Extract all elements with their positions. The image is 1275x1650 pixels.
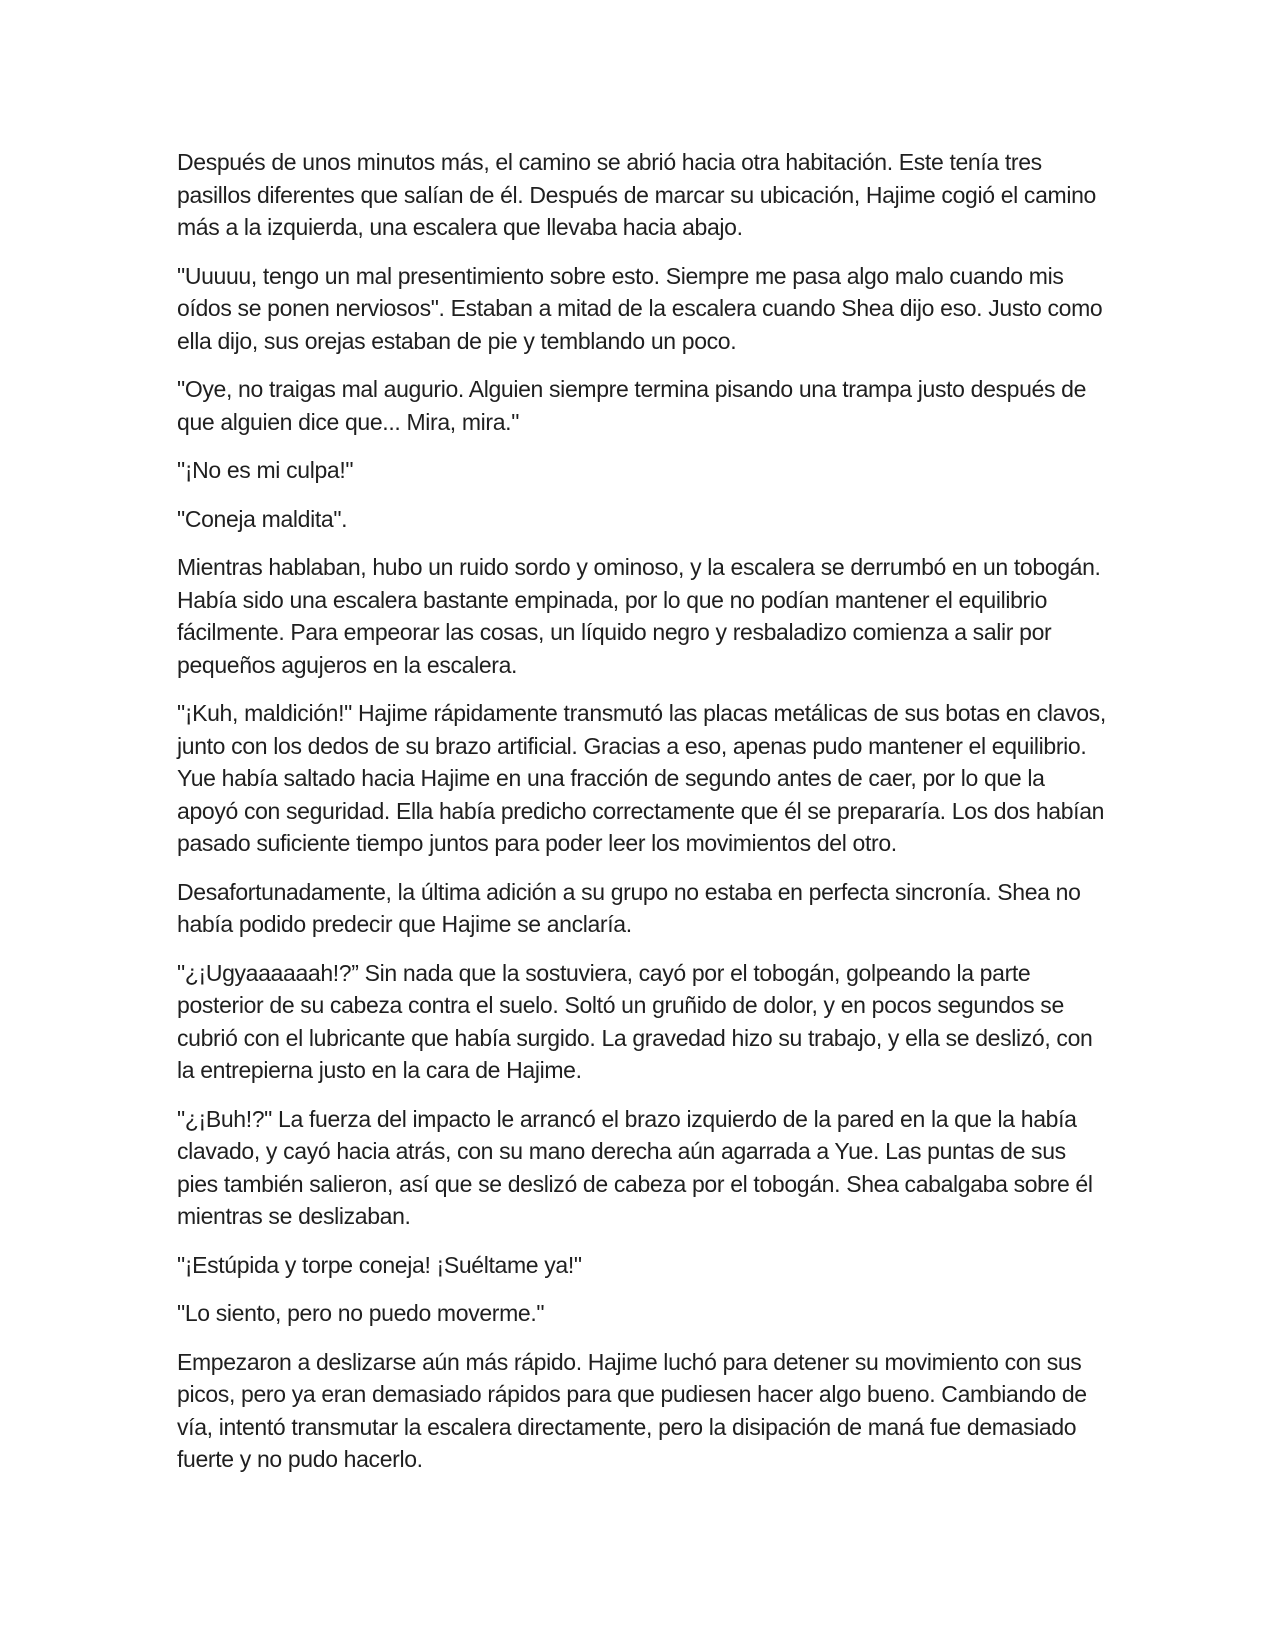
paragraph: "¿¡Buh!?" La fuerza del impacto le arrancó el brazo izquierdo de la pared en la que la había clavado, y cayó hacia atrás, con su mano derecha aún agarrada a Yue. Las puntas de sus pies también salieron, así que se deslizó de cabeza por el tobogán. Shea cabalgaba sobre él mientras se deslizaban. bbox=[177, 1105, 1093, 1229]
paragraph: "¡Estúpida y torpe coneja! ¡Suéltame ya!" bbox=[177, 1251, 582, 1278]
paragraph: "Lo siento, pero no puedo moverme." bbox=[177, 1300, 545, 1326]
paragraph: Desafortunadamente, la última adición a su grupo no estaba en perfecta sincronía. Shea no había podido predecir que Hajime se anclaría. bbox=[177, 878, 1081, 937]
paragraph: "¡Kuh, maldición!" Hajime rápidamente transmutó las placas metálicas de sus botas en clavos, junto con los dedos de su brazo artificial. Gracias a eso, apenas pudo mantener el equilibrio. Yue había saltado hacia Hajime en una fracción de segundo antes de caer, por lo que la apoyó con seguridad. Ella había predicho correctamente que él se prepararía. Los dos habían pasado suficiente tiempo juntos para poder leer los movimientos del otro. bbox=[177, 700, 1106, 856]
paragraph: "¿¡Ugyaaaaaah!?” Sin nada que la sostuviera, cayó por el tobogán, golpeando la parte posterior de su cabeza contra el suelo. Soltó un gruñido de dolor, y en pocos segundos se cubrió con el lubricante que había surgido. La gravedad hizo su trabajo, y ella se deslizó, con la entrepierna justo en la cara de Hajime. bbox=[177, 959, 1093, 1083]
paragraph: Después de unos minutos más, el camino se abrió hacia otra habitación. Este tenía tres pasillos diferentes que salían de él. Después de marcar su ubicación, Hajime cogió el camino más a la izquierda, una escalera que llevaba hacia abajo. bbox=[177, 149, 1096, 240]
document-body bbox=[177, 146, 1107, 1492]
paragraph: Empezaron a deslizarse aún más rápido. Hajime luchó para detener su movimiento con sus picos, pero ya eran demasiado rápidos para que pudiesen hacer algo bueno. Cambiando de vía, intentó transmutar la escalera directamente, pero la disipación de maná fue demasiado fuerte y no pudo hacerlo. bbox=[177, 1348, 1087, 1472]
paragraph: "Coneja maldita". bbox=[177, 505, 348, 532]
paragraph: "Oye, no traigas mal augurio. Alguien siempre termina pisando una trampa justo después de que alguien dice que... Mira, mira." bbox=[177, 376, 1087, 435]
paragraph: Mientras hablaban, hubo un ruido sordo y ominoso, y la escalera se derrumbó en un tobogán. Había sido una escalera bastante empinada, por lo que no podían mantener el equilibrio fácilmente. Para empeorar las cosas, un líquido negro y resbaladizo comienza a salir por pequeños agujeros en la escalera. bbox=[177, 554, 1101, 678]
paragraph: "¡No es mi culpa!" bbox=[177, 457, 354, 483]
paragraph: "Uuuuu, tengo un mal presentimiento sobre esto. Siempre me pasa algo malo cuando mis oídos se ponen nerviosos". Estaban a mitad de la escalera cuando Shea dijo eso. Justo como ella dijo, sus orejas estaban de pie y temblando un poco. bbox=[177, 262, 1103, 354]
